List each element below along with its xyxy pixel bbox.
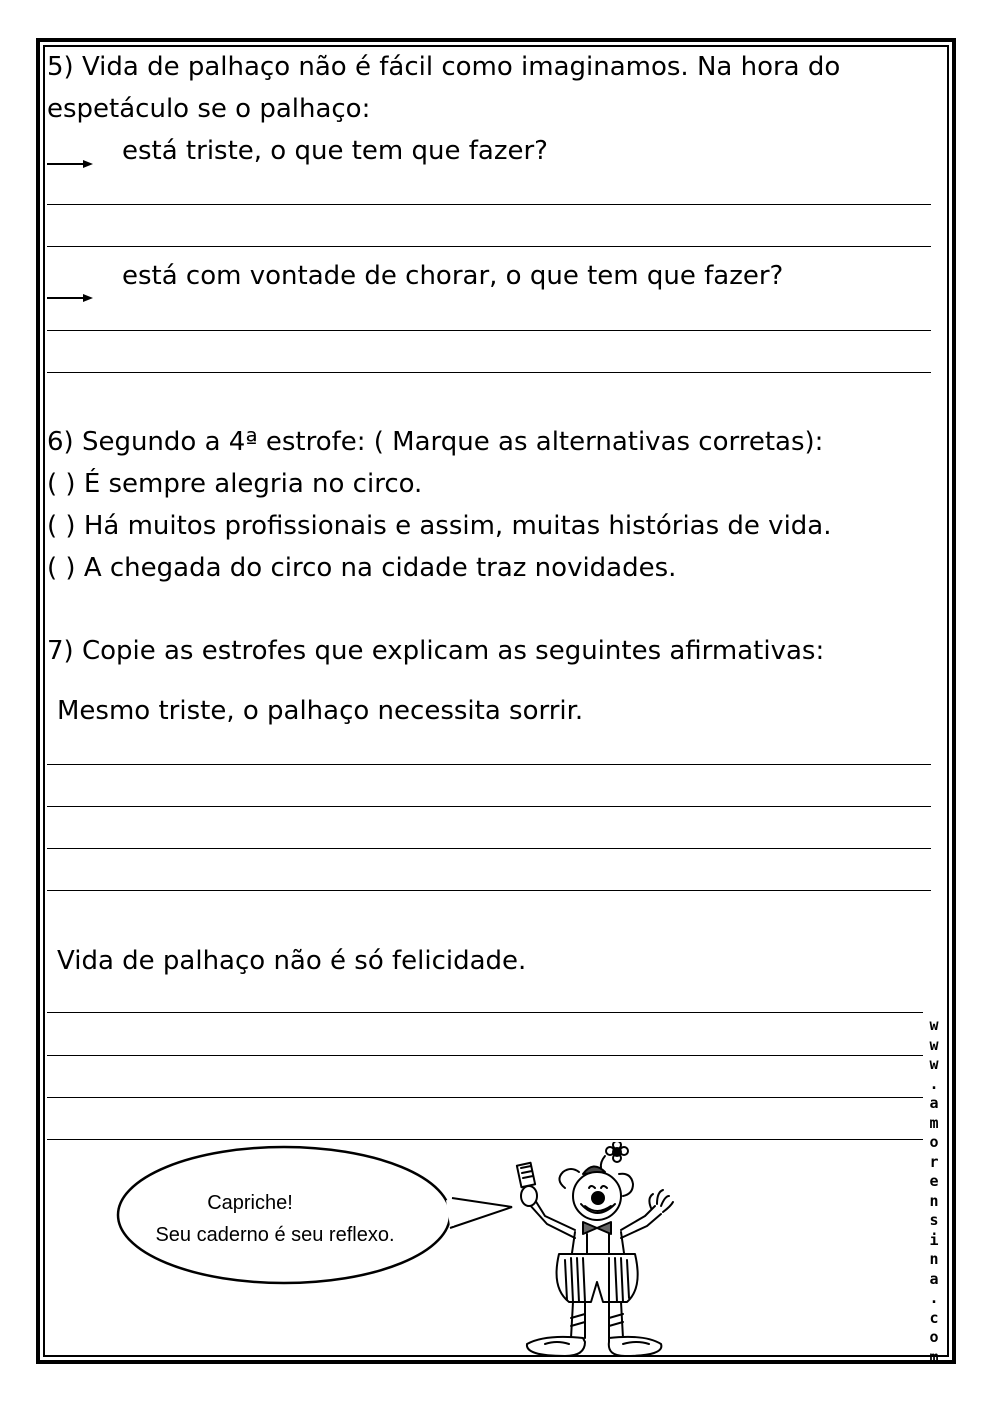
answer-line[interactable] xyxy=(47,372,931,373)
answer-line[interactable] xyxy=(47,246,931,247)
watermark-char: r xyxy=(929,1152,939,1171)
answer-line[interactable] xyxy=(47,1055,923,1056)
q6-option-1[interactable]: ( ) É sempre alegria no circo. xyxy=(47,469,423,499)
watermark-char: a xyxy=(929,1094,939,1112)
watermark-char: o xyxy=(929,1133,939,1151)
q5-item2: está com vontade de chorar, o que tem que fazer? xyxy=(122,261,784,291)
watermark-char: o xyxy=(929,1328,939,1346)
q6-title: 6) Segundo a 4ª estrofe: ( Marque as alternativas corretas): xyxy=(47,427,824,457)
watermark-char: m xyxy=(929,1347,939,1366)
watermark-url xyxy=(925,1016,943,1367)
watermark-char: . xyxy=(929,1289,939,1307)
arrow-right-icon xyxy=(47,293,93,303)
clown-illustration xyxy=(505,1142,680,1360)
watermark-char: n xyxy=(929,1191,939,1210)
watermark-char: w xyxy=(929,1035,939,1054)
answer-line[interactable] xyxy=(47,848,931,849)
q5-title-line1: 5) Vida de palhaço não é fácil como imaginamos. Na hora do xyxy=(47,52,841,82)
watermark-char: w xyxy=(929,1055,939,1073)
watermark-char: s xyxy=(929,1211,939,1229)
watermark-char: a xyxy=(929,1269,939,1288)
watermark-char: m xyxy=(929,1113,939,1132)
bubble-line-1: Capriche! xyxy=(207,1192,293,1214)
watermark-char: c xyxy=(929,1308,939,1327)
watermark-char: n xyxy=(929,1250,939,1268)
q7-prompt-2: Vida de palhaço não é só felicidade. xyxy=(57,946,527,976)
q7-prompt-1: Mesmo triste, o palhaço necessita sorrir. xyxy=(57,696,584,726)
answer-line[interactable] xyxy=(47,764,931,765)
q5-item1: está triste, o que tem que fazer? xyxy=(122,136,548,166)
arrow-right-icon xyxy=(47,159,93,169)
answer-line[interactable] xyxy=(47,330,931,331)
answer-line[interactable] xyxy=(47,890,931,891)
q5-title-line2: espetáculo se o palhaço: xyxy=(47,94,371,124)
bubble-line-2: Seu caderno é seu reflexo. xyxy=(155,1224,395,1246)
watermark-char: w xyxy=(929,1016,939,1034)
watermark-char: i xyxy=(929,1230,939,1249)
answer-line[interactable] xyxy=(47,1012,923,1013)
answer-line[interactable] xyxy=(47,806,931,807)
watermark-char: e xyxy=(929,1172,939,1190)
q6-option-2[interactable]: ( ) Há muitos profissionais e assim, muitas histórias de vida. xyxy=(47,511,832,541)
watermark-char: . xyxy=(929,1074,939,1093)
answer-line[interactable] xyxy=(47,1097,923,1098)
answer-line[interactable] xyxy=(47,204,931,205)
q6-option-3[interactable]: ( ) A chegada do circo na cidade traz novidades. xyxy=(47,553,677,583)
q7-title: 7) Copie as estrofes que explicam as seguintes afirmativas: xyxy=(47,636,825,666)
